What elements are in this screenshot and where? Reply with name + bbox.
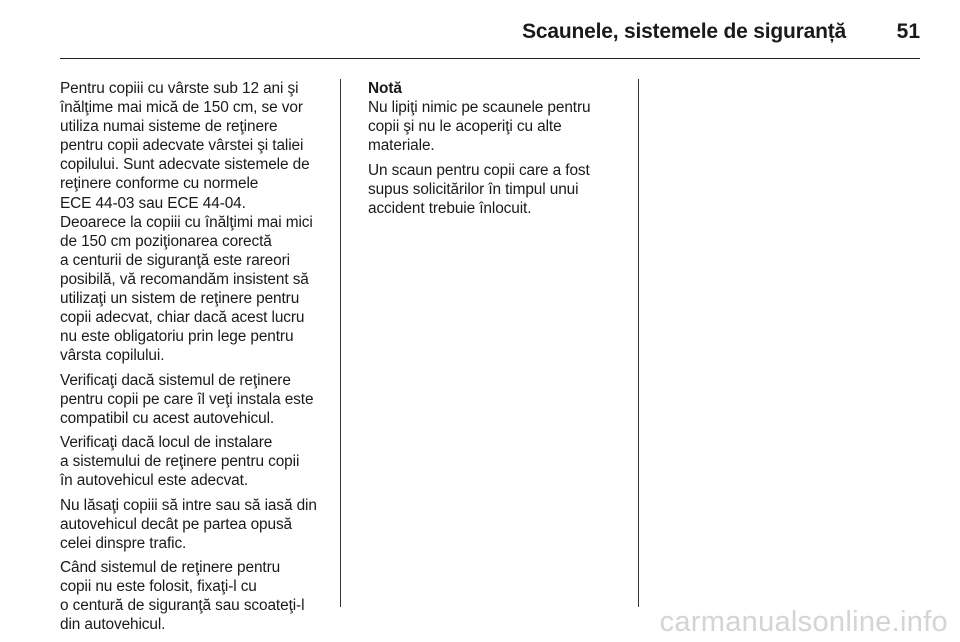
text-line: Verificaţi dacă sistemul de reţinere bbox=[60, 371, 291, 389]
text-line: nu este obligatoriu prin lege pentru bbox=[60, 328, 294, 346]
watermark: carmanualsonline.info bbox=[659, 606, 948, 638]
paragraph-unused-restraint bbox=[60, 558, 330, 634]
text-line: Verificaţi dacă locul de instalare bbox=[60, 434, 273, 452]
text-line: pentru copii adecvate vârstei şi taliei bbox=[60, 137, 304, 155]
text-line: Pentru copiii cu vârste sub 12 ani şi bbox=[60, 80, 299, 97]
text-line: reţinere conforme cu normele bbox=[60, 175, 259, 193]
text-line: copii şi nu le acoperiţi cu alte bbox=[368, 118, 562, 136]
text-line: a centurii de siguranţă este rareori bbox=[60, 251, 290, 269]
header-divider bbox=[60, 58, 920, 59]
text-line: copii nu este folosit, fixaţi-l cu bbox=[60, 578, 257, 596]
text-line: a sistemului de reţinere pentru copii bbox=[60, 453, 300, 471]
text-line: utiliza numai sisteme de reţinere bbox=[60, 118, 278, 136]
text-line: supus solicitărilor în timpul unui bbox=[368, 180, 579, 198]
text-line: ECE 44-03 sau ECE 44-04. bbox=[60, 194, 246, 212]
column-divider bbox=[638, 79, 639, 607]
column-divider bbox=[340, 79, 341, 607]
text-line: accident trebuie înlocuit. bbox=[368, 199, 532, 217]
text-line: în autovehicul este adecvat. bbox=[60, 472, 248, 490]
text-line: copilului. Sunt adecvate sistemele de bbox=[60, 156, 310, 174]
text-line: utilizaţi un sistem de reţinere pentru bbox=[60, 290, 300, 308]
text-line: vârsta copilului. bbox=[60, 347, 165, 365]
text-line: de 150 cm poziţionarea corectă bbox=[60, 232, 272, 250]
text-line: copii adecvat, chiar dacă acest lucru bbox=[60, 309, 305, 327]
section-title: Scaunele, sistemele de siguranță bbox=[522, 20, 846, 43]
text-line: Nu lipiţi nimic pe scaunele pentru bbox=[368, 99, 591, 117]
text-line: din autovehicul. bbox=[60, 616, 166, 634]
text-line: pentru copii pe care îl veţi instala este bbox=[60, 390, 314, 408]
text-line: posibilă, vă recomandăm insistent să bbox=[60, 270, 309, 288]
paragraph-child-restraint-requirements bbox=[60, 79, 330, 365]
note-paragraph-replace-after-accident bbox=[368, 161, 630, 218]
page-header bbox=[0, 14, 920, 54]
text-line: Când sistemul de reţinere pentru bbox=[60, 559, 281, 576]
paragraph-installation-location-check bbox=[60, 433, 330, 490]
note-column bbox=[368, 79, 630, 223]
paragraph-compatibility-check bbox=[60, 371, 330, 428]
text-line: o centură de siguranţă sau scoateţi-l bbox=[60, 597, 305, 615]
text-line: Deoarece la copiii cu înălţimi mai mici bbox=[60, 213, 313, 231]
text-line: Nu lăsaţi copiii să intre sau să iasă din bbox=[60, 496, 317, 514]
note-paragraph-no-stickers bbox=[368, 79, 630, 155]
text-line: compatibil cu acest autovehicul. bbox=[60, 409, 275, 427]
paragraph-traffic-side-exit bbox=[60, 496, 330, 553]
page-number: 51 bbox=[896, 20, 920, 43]
text-line: autovehicul decât pe partea opusă bbox=[60, 515, 293, 533]
text-line: materiale. bbox=[368, 137, 435, 155]
left-column bbox=[60, 79, 330, 640]
text-line: celei dinspre trafic. bbox=[60, 534, 187, 552]
text-line: Un scaun pentru copii care a fost bbox=[368, 161, 590, 179]
note-heading: Notă bbox=[368, 80, 402, 97]
text-line: înălţime mai mică de 150 cm, se vor bbox=[60, 99, 303, 117]
